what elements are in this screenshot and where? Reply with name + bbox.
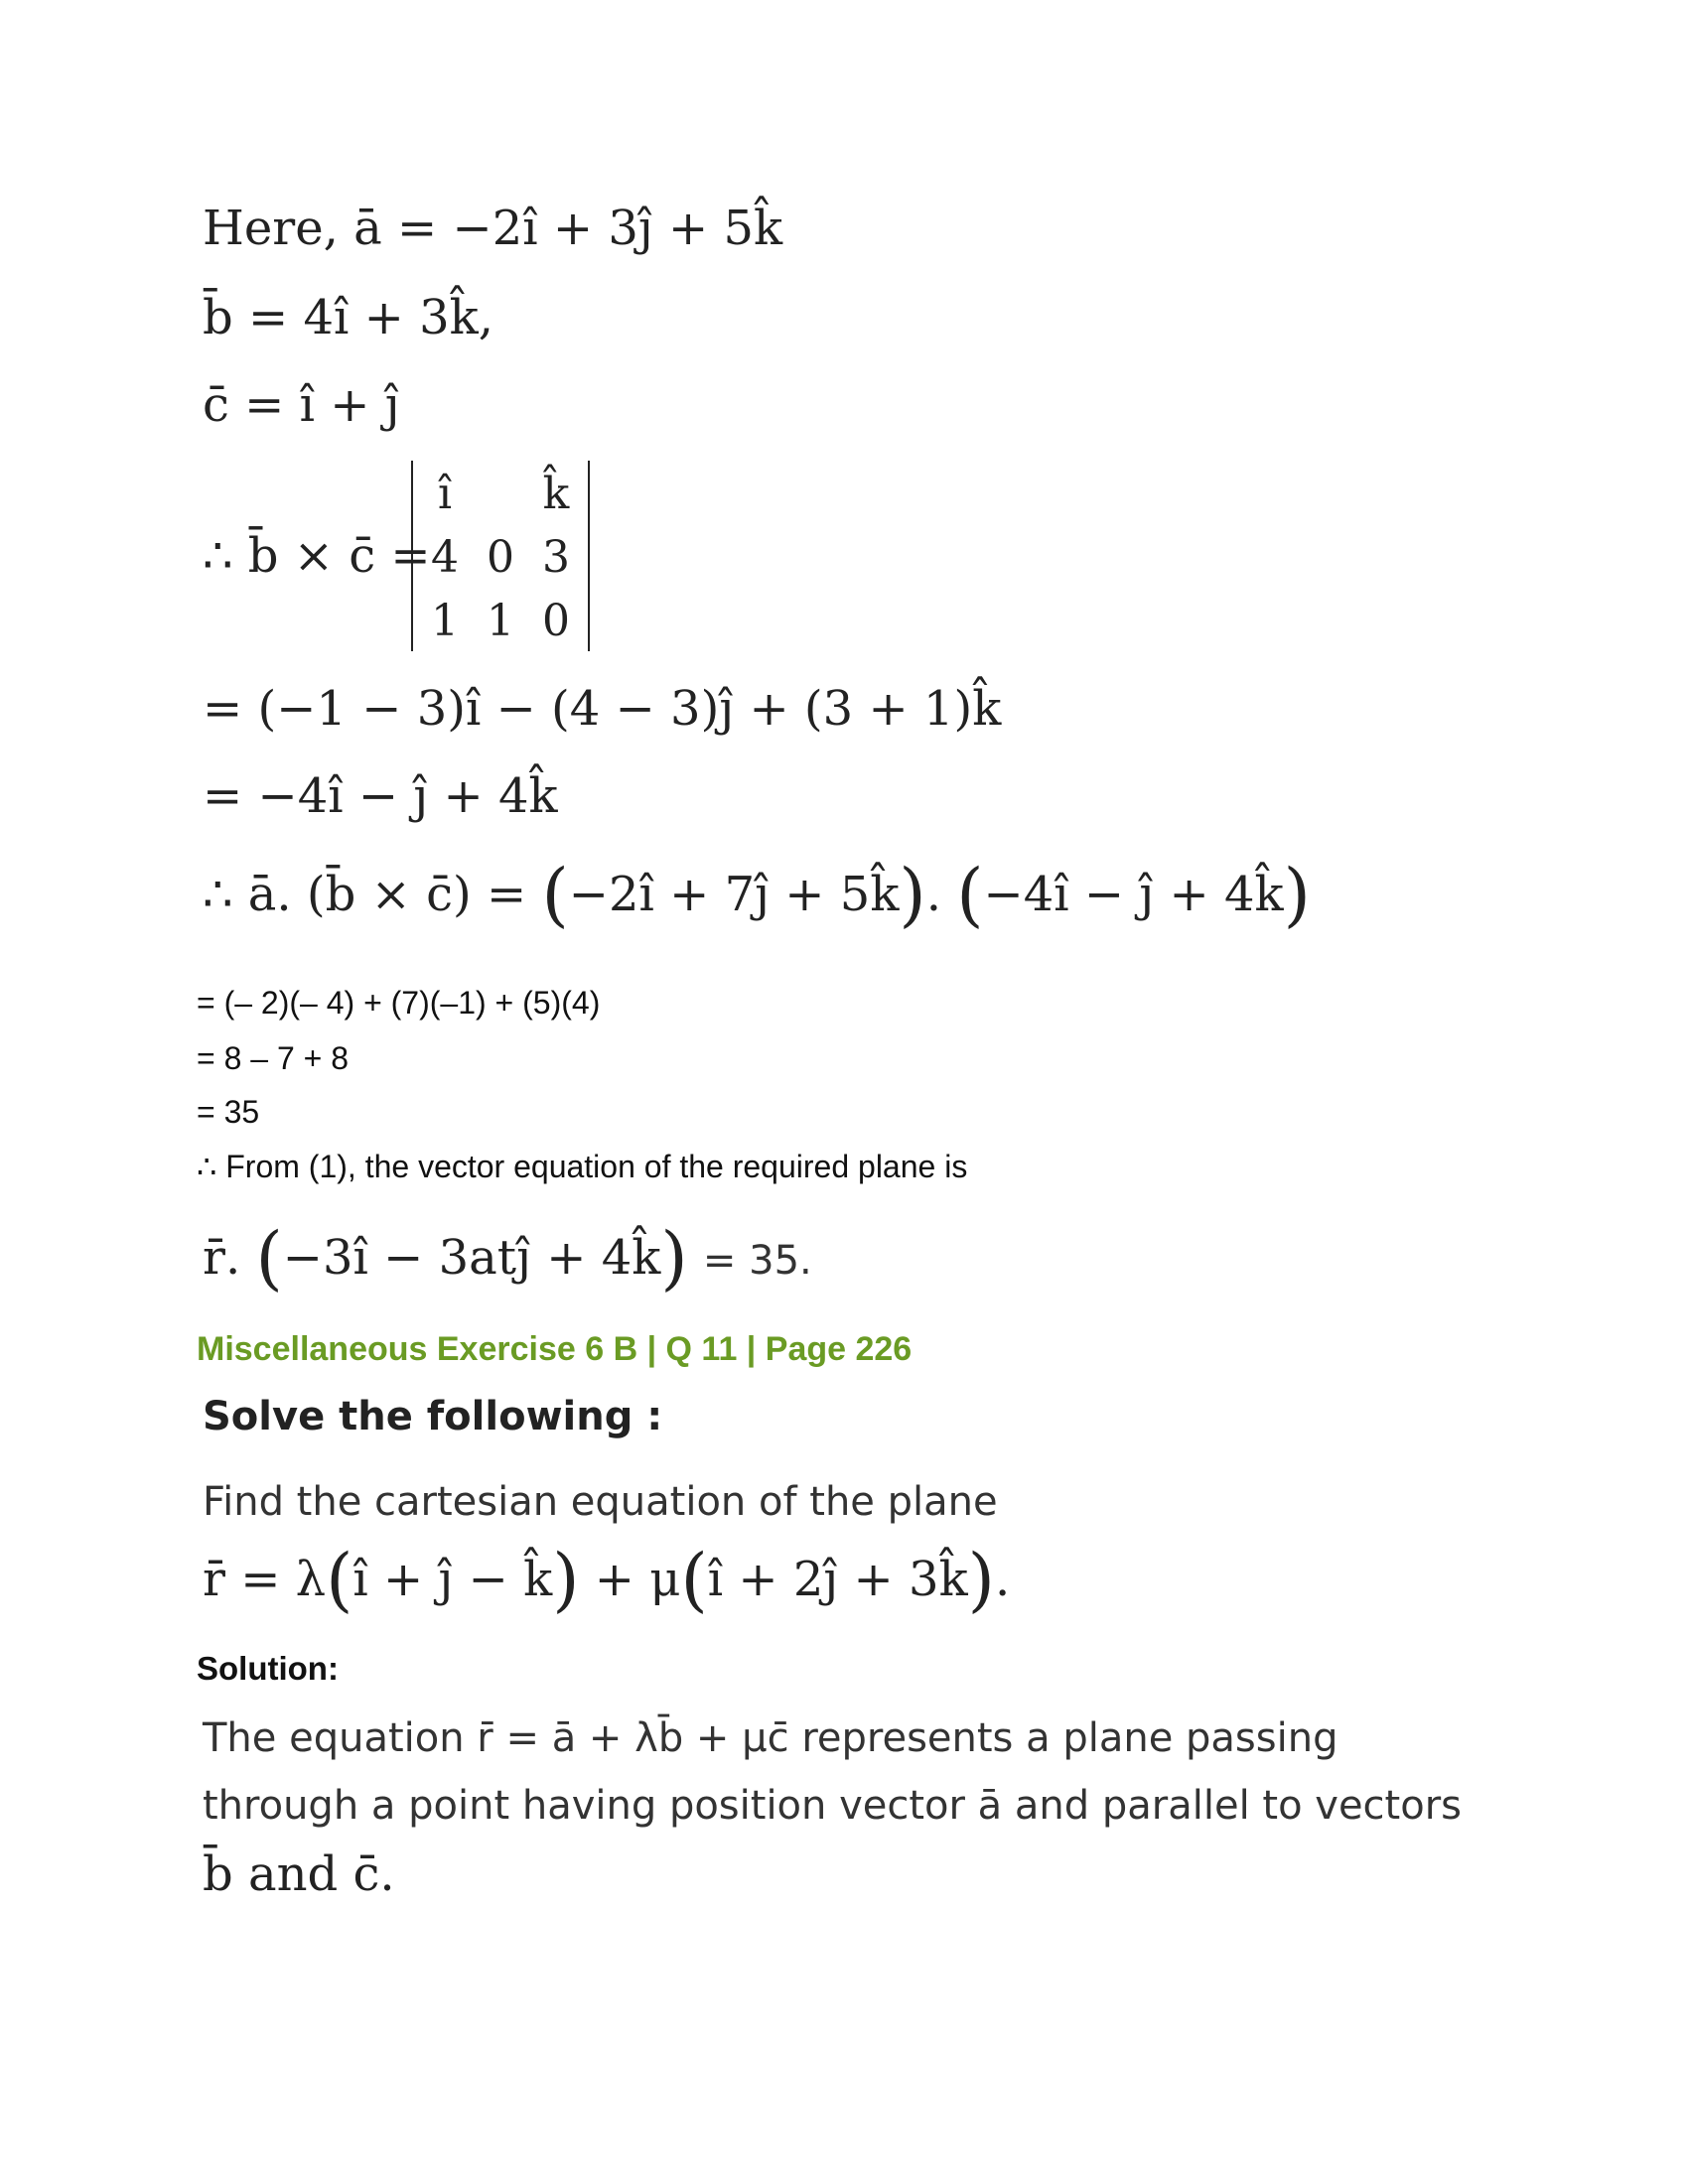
open-paren-icon: (: [326, 1539, 353, 1620]
question-heading: [203, 1394, 662, 1439]
cross-product-label: [203, 528, 431, 584]
final-inner-text: −3î − 3atĵ + 4k̂: [282, 1230, 661, 1286]
expansion-line-2: [203, 768, 558, 824]
question-heading-text: Solve the following :: [203, 1394, 663, 1439]
open-paren-icon: (: [956, 854, 984, 935]
dot-right-text: −4î − ĵ + 4k̂: [983, 867, 1284, 922]
exercise-title: [197, 1330, 912, 1369]
open-paren-icon: (: [255, 1217, 283, 1298]
close-paren-icon: ): [899, 854, 926, 935]
close-paren-icon: ): [552, 1539, 580, 1620]
final-vector-equation: [203, 1217, 812, 1298]
det-cell-r1c1: î: [437, 469, 453, 519]
solution-paragraph-line-3: [203, 1846, 395, 1902]
dot-prefix-text: ∴ ā. (b̄ × c̄) =: [203, 867, 527, 922]
solution-p2-text: through a point having position vector ā and parallel to vectors: [203, 1783, 1462, 1829]
calc-line-2: [197, 1040, 349, 1077]
dot-product-line: ∴ ā. (b̄ × c̄) = (−2î + 7ĵ + 5k̂). (−4î − ĵ + 4k̂): [203, 854, 1311, 935]
final-suffix-text: = 35.: [702, 1238, 812, 1284]
b-def-text: b̄ = 4î + 3k̂,: [203, 290, 493, 345]
det-cell-r2c1: 4: [431, 532, 459, 583]
det-cell-r3c1: 1: [431, 596, 459, 646]
question-text: [203, 1479, 998, 1525]
solution-paragraph-line-2: [203, 1783, 1462, 1829]
vector-c-definition: [203, 377, 400, 433]
a-def-text: Here, ā = −2î + 3ĵ + 5k̂: [203, 201, 783, 256]
question-eq-mid: + μ: [594, 1552, 681, 1607]
question-eq-end: .: [994, 1552, 1011, 1607]
solution-p3-text: b̄ and c̄.: [203, 1846, 395, 1902]
expansion-line-1: [203, 681, 1002, 737]
vector-b-definition: [203, 290, 493, 345]
calc4-text: ∴ From (1), the vector equation of the required plane is: [197, 1149, 968, 1184]
det-cell-r2c2: 0: [487, 532, 514, 583]
open-paren-icon: (: [541, 854, 569, 935]
det-cell-r1c3: k̂: [542, 469, 570, 519]
open-paren-icon: (: [680, 1539, 708, 1620]
solution-label-text: Solution:: [197, 1650, 339, 1687]
final-prefix-text: r̄.: [203, 1230, 241, 1286]
close-paren-icon: ): [967, 1539, 995, 1620]
solution-p1-text: The equation r̄ = ā + λb̄ + μc̄ represents a plane passing: [203, 1715, 1338, 1761]
c-def-text: c̄ = î + ĵ: [203, 377, 400, 433]
calc2-text: = 8 – 7 + 8: [197, 1040, 350, 1076]
close-paren-icon: ): [1283, 854, 1311, 935]
solution-paragraph-line-1: [203, 1715, 1337, 1761]
vector-a-definition: [203, 201, 783, 256]
solution-label: [197, 1650, 339, 1688]
det-cell-r3c2: 1: [487, 596, 514, 646]
cross-label-text: ∴ b̄ × c̄ =: [203, 528, 431, 584]
expand1-text: = (−1 − 3)î − (4 − 3)ĵ + (3 + 1)k̂: [203, 681, 1002, 737]
expand2-text: = −4î − ĵ + 4k̂: [203, 768, 558, 824]
question-eq-part1: î + ĵ − k̂: [352, 1552, 553, 1607]
question-text-span: Find the cartesian equation of the plane: [203, 1479, 998, 1525]
calc-line-1: [197, 985, 600, 1022]
det-cell-r2c3: 3: [542, 532, 570, 583]
question-equation: [203, 1539, 1011, 1620]
question-eq-part2: î + 2ĵ + 3k̂: [707, 1552, 968, 1607]
determinant-matrix: [411, 461, 590, 651]
close-paren-icon: ): [660, 1217, 688, 1298]
exercise-title-text: Miscellaneous Exercise 6 B | Q 11 | Page 226: [197, 1330, 913, 1368]
dot-left-text: −2î + 7ĵ + 5k̂: [568, 867, 900, 922]
question-eq-prefix: r̄ = λ: [203, 1552, 327, 1607]
det-cell-r3c3: 0: [542, 596, 570, 646]
calc-line-4: [197, 1148, 967, 1185]
calc1-text: = (– 2)(– 4) + (7)(–1) + (5)(4): [197, 985, 601, 1021]
calc-line-3: [197, 1094, 259, 1131]
calc3-text: = 35: [197, 1094, 260, 1130]
